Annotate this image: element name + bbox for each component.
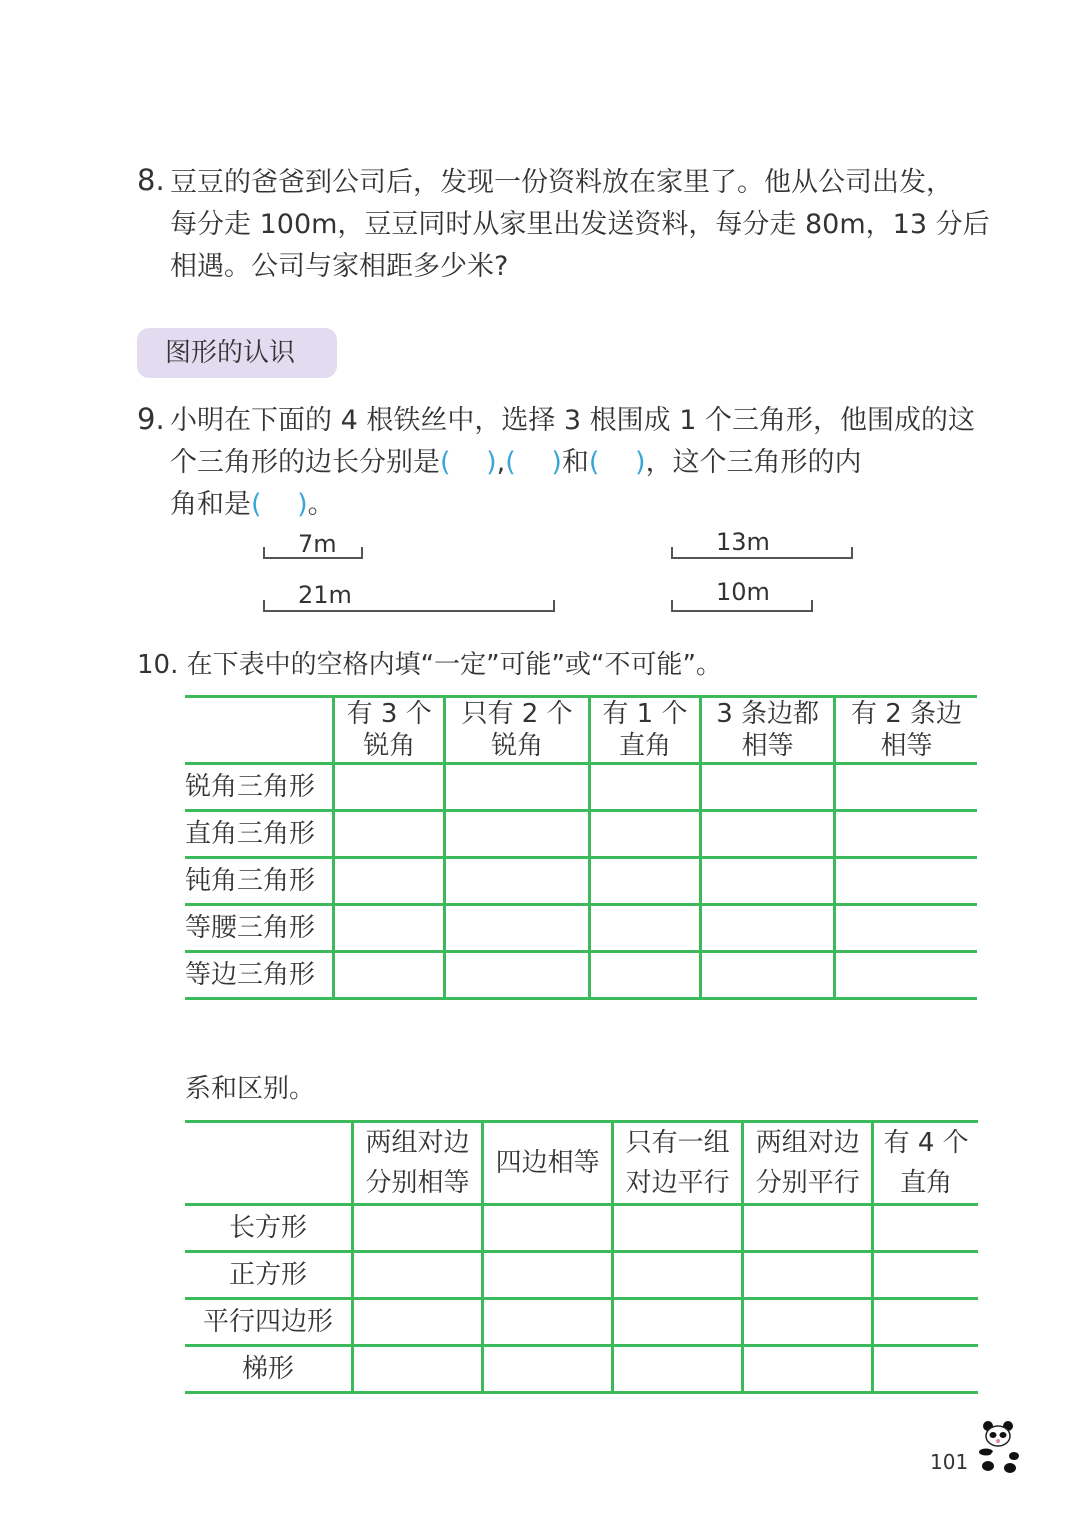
answer-cell[interactable] <box>483 1252 613 1299</box>
answer-cell[interactable] <box>613 1346 743 1393</box>
table-row <box>185 1299 978 1346</box>
table-row <box>185 1205 978 1252</box>
row-label: 平行四边形 <box>185 1299 353 1346</box>
q9-line1: 小明在下面的 4 根铁丝中，选择 3 根围成 1 个三角形，他围成的这 <box>170 405 976 436</box>
answer-cell[interactable] <box>613 1252 743 1299</box>
corner-cell <box>185 1122 353 1205</box>
row-label: 等边三角形 <box>185 952 334 999</box>
answer-cell[interactable] <box>743 1299 873 1346</box>
q9-number: 9. <box>137 402 165 436</box>
row-label: 正方形 <box>185 1252 353 1299</box>
answer-cell[interactable] <box>701 952 835 999</box>
row-label: 钝角三角形 <box>185 858 334 905</box>
answer-cell[interactable] <box>701 811 835 858</box>
answer-cell[interactable] <box>483 1205 613 1252</box>
corner-cell <box>185 697 334 764</box>
and-text: 和 <box>561 447 589 478</box>
column-header: 有 1 个 直角 <box>589 697 700 764</box>
answer-cell[interactable] <box>334 905 445 952</box>
q9-line3 <box>170 484 335 526</box>
row-label: 锐角三角形 <box>185 764 334 811</box>
row-label: 等腰三角形 <box>185 905 334 952</box>
column-header: 有 4 个 直角 <box>873 1122 978 1205</box>
answer-cell[interactable] <box>445 905 589 952</box>
answer-cell[interactable] <box>873 1299 978 1346</box>
panda-icon <box>978 1418 1028 1476</box>
table-header-row <box>185 1122 978 1205</box>
answer-cell[interactable] <box>701 764 835 811</box>
table-row <box>185 764 977 811</box>
answer-cell[interactable] <box>445 952 589 999</box>
column-header: 两组对边 分别相等 <box>353 1122 483 1205</box>
wire-label: 13m <box>716 528 770 556</box>
answer-cell[interactable] <box>334 858 445 905</box>
answer-cell[interactable] <box>334 952 445 999</box>
table-header-row <box>185 697 977 764</box>
answer-cell[interactable] <box>589 905 700 952</box>
answer-blank-4[interactable]: ( ) <box>251 489 308 520</box>
q8-number: 8. <box>137 163 165 197</box>
answer-cell[interactable] <box>873 1346 978 1393</box>
answer-blank-1[interactable]: ( ) <box>440 447 497 478</box>
column-header: 只有一组 对边平行 <box>613 1122 743 1205</box>
answer-blank-2[interactable]: ( ) <box>505 447 562 478</box>
column-header: 只有 2 个 锐角 <box>445 697 589 764</box>
answer-cell[interactable] <box>334 811 445 858</box>
section-tag: 图形的认识 <box>137 328 337 378</box>
answer-cell[interactable] <box>835 764 977 811</box>
answer-cell[interactable] <box>353 1205 483 1252</box>
table-row <box>185 905 977 952</box>
page-number: 101 <box>930 1450 969 1474</box>
answer-cell[interactable] <box>589 764 700 811</box>
answer-cell[interactable] <box>589 858 700 905</box>
answer-cell[interactable] <box>835 858 977 905</box>
column-header: 有 2 条边 相等 <box>835 697 977 764</box>
answer-cell[interactable] <box>445 858 589 905</box>
answer-cell[interactable] <box>873 1205 978 1252</box>
column-header: 3 条边都 相等 <box>701 697 835 764</box>
q8-line1: 豆豆的爸爸到公司后，发现一份资料放在家里了。他从公司出发， <box>170 167 953 198</box>
row-label: 梯形 <box>185 1346 353 1393</box>
q10-title: 10. 在下表中的空格内填“一定”可能”或“不可能”。 <box>137 650 722 680</box>
answer-cell[interactable] <box>483 1346 613 1393</box>
q8-line3: 相遇。公司与家相距多少米? <box>170 251 509 282</box>
q9-text: ，这个三角形的内 <box>645 447 862 478</box>
answer-cell[interactable] <box>353 1346 483 1393</box>
q9-line2 <box>170 442 862 484</box>
table-row <box>185 952 977 999</box>
comma: , <box>496 447 506 478</box>
q9-text: 个三角形的边长分别是 <box>170 447 440 478</box>
answer-cell[interactable] <box>353 1299 483 1346</box>
answer-cell[interactable] <box>835 811 977 858</box>
answer-cell[interactable] <box>613 1299 743 1346</box>
row-label: 长方形 <box>185 1205 353 1252</box>
answer-cell[interactable] <box>873 1252 978 1299</box>
answer-blank-3[interactable]: ( ) <box>588 447 646 478</box>
table-row <box>185 811 977 858</box>
answer-cell[interactable] <box>743 1205 873 1252</box>
answer-cell[interactable] <box>613 1205 743 1252</box>
q11-intro: 系和区别。 <box>185 1074 316 1104</box>
q8-line2: 每分走 100m，豆豆同时从家里出发送资料，每分走 80m，13 分后 <box>170 209 990 240</box>
wire-label: 7m <box>298 530 337 558</box>
quadrilateral-table <box>185 1120 978 1394</box>
table-row <box>185 858 977 905</box>
wire-label: 10m <box>716 578 770 606</box>
answer-cell[interactable] <box>353 1252 483 1299</box>
q9-text: 角和是 <box>170 489 251 520</box>
answer-cell[interactable] <box>701 905 835 952</box>
table-row <box>185 1252 978 1299</box>
answer-cell[interactable] <box>483 1299 613 1346</box>
column-header: 有 3 个 锐角 <box>334 697 445 764</box>
column-header: 四边相等 <box>483 1122 613 1205</box>
period: 。 <box>307 489 335 520</box>
table-row <box>185 1346 978 1393</box>
answer-cell[interactable] <box>743 1252 873 1299</box>
answer-cell[interactable] <box>589 952 700 999</box>
answer-cell[interactable] <box>835 952 977 999</box>
answer-cell[interactable] <box>701 858 835 905</box>
answer-cell[interactable] <box>445 811 589 858</box>
answer-cell[interactable] <box>334 764 445 811</box>
row-label: 直角三角形 <box>185 811 334 858</box>
wire-label: 21m <box>298 581 352 609</box>
answer-cell[interactable] <box>835 905 977 952</box>
answer-cell[interactable] <box>445 764 589 811</box>
triangle-table <box>185 695 977 1000</box>
answer-cell[interactable] <box>589 811 700 858</box>
answer-cell[interactable] <box>743 1346 873 1393</box>
column-header: 两组对边 分别平行 <box>743 1122 873 1205</box>
